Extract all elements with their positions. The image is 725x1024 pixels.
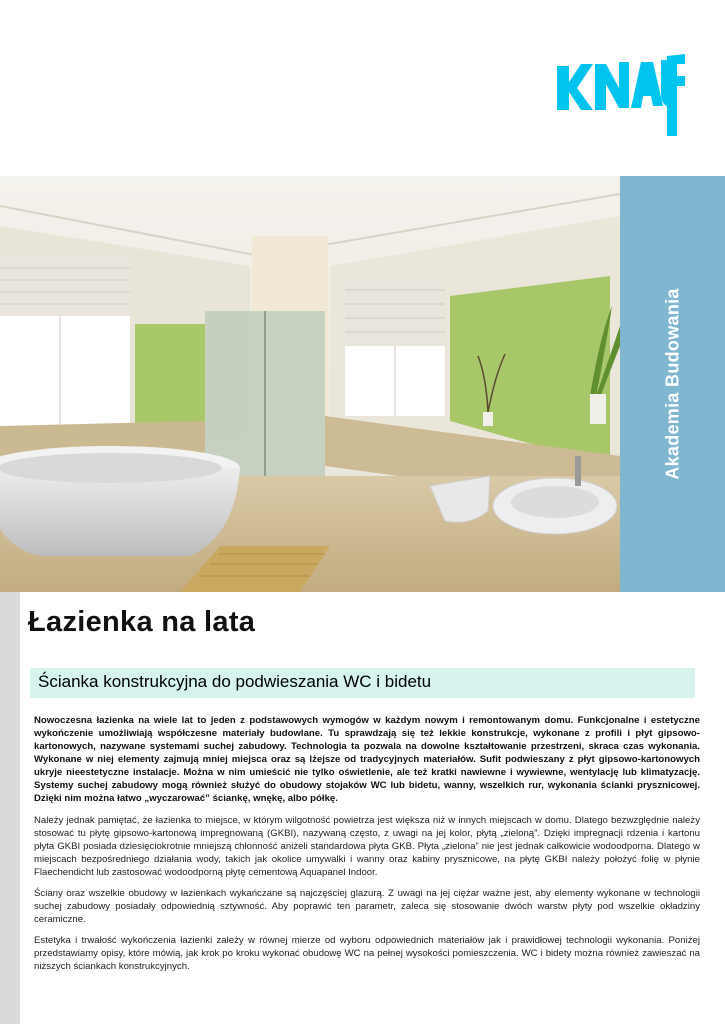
page-title: Łazienka na lata: [28, 606, 256, 638]
knauf-logo: [555, 52, 685, 138]
body-paragraph: Estetyka i trwałość wykończenia łazienki zależy w równej mierze od wyboru odpowiednich materiałów jak i prawidłowej technologii wykonania. Poniżej przedstawiamy opisy, które mówią, jak krok po kroku wykonać obudowę WC na pełnej wysokości pomieszczenia. WC i bidety można również zawieszać na niższych ściankach konstrukcyjnych.: [34, 935, 700, 972]
body-paragraph: Należy jednak pamiętać, że łazienka to miejsce, w którym wilgotność powietrza jest większa niż w innych miejscach w domu. Dlatego bezwzględnie należy stosować tu płytę gipsowo-kartonową impregnowaną (GKBI), nazywaną często, z uwagi na jej kolor, płytą „zieloną”. Dzięki impregnacji rdzenia i kartonu płyta GKBI posiada dziesięciokrotnie mniejszą chłonność aniżeli standardowa płyta GKB. Płyta „zielona” nie jest jednak całkowicie wodoodporna. Dlatego w miejscach bezpośredniego działania wody, takich jak okolice umywalki i wanny oraz kabiny prysznicowe, na płytę GKBI należy położyć folię w płynie Flaechendicht lub zastosować wodoodporną płytę cementową Aquapanel Indoor.: [34, 815, 700, 878]
body-paragraph: Ściany oraz wszelkie obudowy w łazienkach wykańczane są najczęściej glazurą. Z uwagi na jej ciężar ważne jest, aby elementy wykonane w technologii suchej zabudowy posiadały odpowiednią sztywność. Aby poprawić ten parametr, zaleca się stosowanie dwóch warstw płyty pod wszelkie okładziny ceramiczne.: [34, 888, 700, 925]
brand-name: KNAUF: [555, 52, 559, 53]
sidebar-tab: [620, 176, 725, 592]
article-body: [34, 714, 700, 981]
sidebar-label: Akademia Budowania: [662, 288, 682, 480]
subtitle-band: [30, 668, 695, 698]
lead-paragraph: Nowoczesna łazienka na wiele lat to jeden z podstawowych wymogów w każdym nowym i remontowanym domu. Funkcjonalne i estetyczne wykończenie umożliwiają współczesne materiały budowlane. Tu sprawdzają się też lekkie konstrukcje, wykonane z profili i płyt gipsowo-kartonowych, nazywane systemami suchej zabudowy. Technologia ta pozwala na dowolne kształtowanie przestrzeni, skraca czas wykonania. Wykonane w niej elementy zajmują mniej miejsca oraz są lżejsze od tradycyjnych materiałów. Sufit podwieszany z płyt gipsowo-kartonowych ukryje nieestetyczne instalacje. Można w nim umieścić nie tylko oświetlenie, ale też kratki nawiewne i wywiewne, wentylację lub klimatyzację. Systemy suchej zabudowy mogą również służyć do obudowy stojaków WC lub bidetu, wanny, wszelkich rur, wykonania ścianki prysznicowej. Dzięki nim można łatwo „wyczarować” ściankę, wnękę, albo półkę.: [34, 715, 700, 804]
hero-photo: [0, 176, 620, 592]
left-accent-bar: [0, 592, 20, 1024]
section-subtitle: Ścianka konstrukcyjna do podwieszania WC i bidetu: [38, 672, 432, 691]
